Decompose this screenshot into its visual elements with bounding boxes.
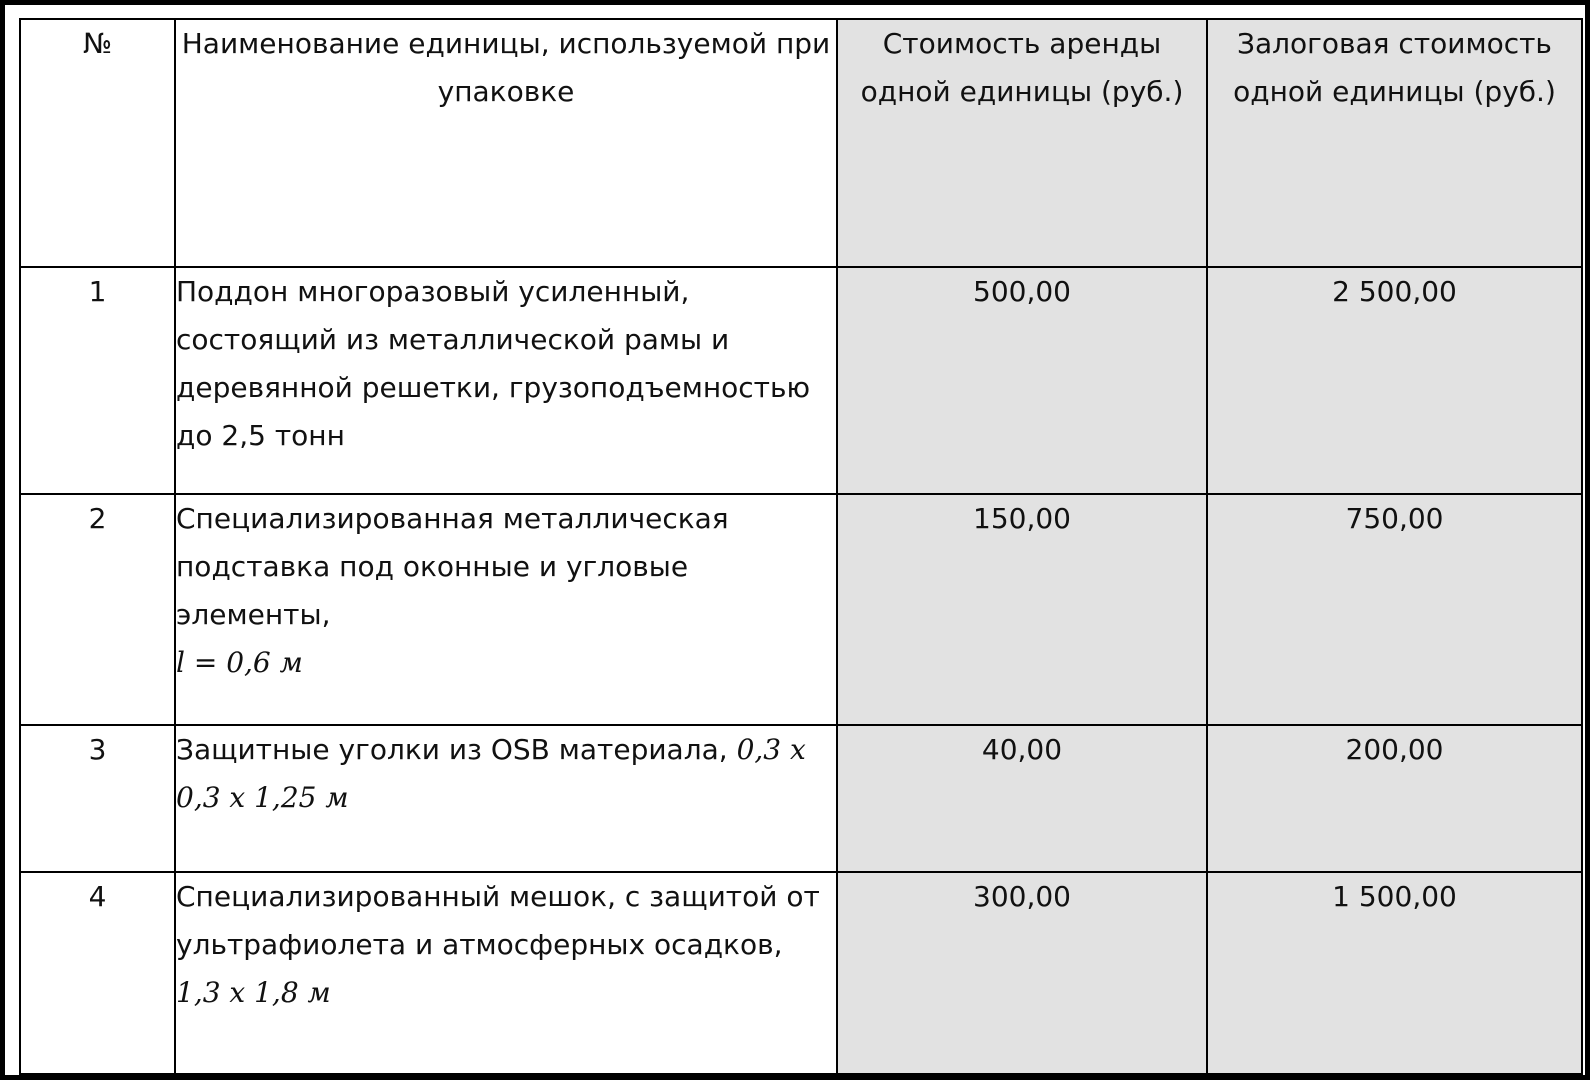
header-rent-cost: Стоимость аренды одной единицы (руб.)	[837, 19, 1207, 267]
table-header-row	[20, 19, 1582, 267]
table-row	[20, 267, 1582, 495]
row-name: Специализированный мешок, с защитой от ультрафиолета и атмосферных осадков,	[176, 879, 820, 961]
row-dimension: 0,3 х 0,3 х 1,25 м	[176, 733, 806, 814]
row-number: 4	[20, 872, 175, 1074]
row-dimension: 1,3 х 1,8 м	[176, 975, 331, 1009]
row-name: Поддон многоразовый усиленный, состоящий из металлической рамы и деревянной решетки, грузоподъемностью до 2,5 тонн	[176, 274, 811, 452]
row-deposit: 2 500,00	[1207, 267, 1582, 495]
row-dimension: l = 0,6 м	[176, 646, 303, 680]
row-rent: 500,00	[837, 267, 1207, 495]
row-number: 1	[20, 267, 175, 495]
row-number: 2	[20, 494, 175, 725]
row-number: 3	[20, 725, 175, 872]
rental-price-table	[19, 18, 1583, 1075]
header-deposit-cost: Залоговая стоимость одной единицы (руб.)	[1207, 19, 1582, 267]
row-name: Защитные уголки из OSB материала,	[176, 733, 728, 766]
row-deposit: 1 500,00	[1207, 872, 1582, 1074]
row-name-cell	[175, 494, 837, 725]
table-row	[20, 725, 1582, 872]
row-name-cell	[175, 725, 837, 872]
header-number: №	[20, 19, 175, 267]
row-rent: 150,00	[837, 494, 1207, 725]
row-name-cell	[175, 872, 837, 1074]
row-deposit: 750,00	[1207, 494, 1582, 725]
row-name-cell	[175, 267, 837, 495]
header-name: Наименование единицы, используемой при упаковке	[175, 19, 837, 267]
table-row	[20, 494, 1582, 725]
row-rent: 300,00	[837, 872, 1207, 1074]
table-row	[20, 872, 1582, 1074]
row-name: Специализированная металлическая подставка под оконные и угловые элементы,	[176, 502, 729, 632]
row-rent: 40,00	[837, 725, 1207, 872]
row-deposit: 200,00	[1207, 725, 1582, 872]
